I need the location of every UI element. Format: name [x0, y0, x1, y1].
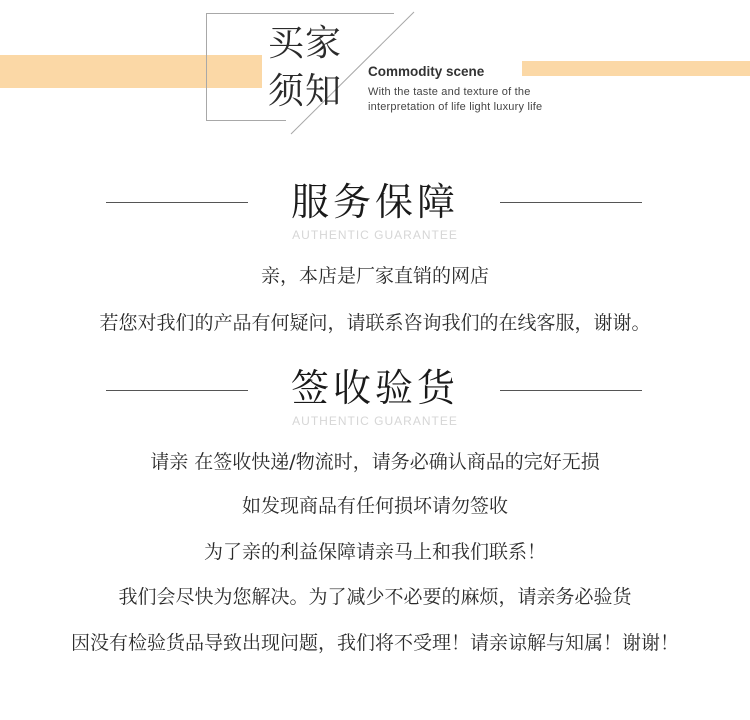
header-en-title: Commodity scene	[368, 64, 485, 79]
section2-subtitle: AUTHENTIC GUARANTEE	[292, 414, 458, 428]
section2-line-5: 因没有检验货品导致出现问题，我们将不受理！请亲谅解与知属！谢谢！	[70, 632, 679, 654]
header-en-subtitle-2: interpretation of life light luxury life	[368, 101, 543, 113]
section2-line-4: 我们会尽快为您解决。为了减少不必要的麻烦，请亲务必验货	[118, 586, 632, 608]
section1-line-2: 若您对我们的产品有何疑问，请联系咨询我们的在线客服，谢谢。	[99, 312, 651, 334]
section1-title: 服务保障	[290, 180, 459, 224]
section1-line-1: 亲，本店是厂家直销的网店	[260, 265, 489, 287]
section1-subtitle: AUTHENTIC GUARANTEE	[292, 228, 458, 242]
header-en-subtitle-1: With the taste and texture of the	[368, 86, 531, 98]
section2-title: 签收验货	[290, 366, 459, 410]
section2-line-1: 请亲 在签收快递/物流时，请务必确认商品的完好无损	[150, 451, 600, 473]
header-title-line2: 须知	[268, 71, 343, 112]
section2-line-2: 如发现商品有任何损坏请勿签收	[241, 495, 508, 517]
header-title-line1: 买家	[268, 23, 343, 64]
section2-line-3: 为了亲的利益保障请亲马上和我们联系！	[203, 541, 546, 563]
